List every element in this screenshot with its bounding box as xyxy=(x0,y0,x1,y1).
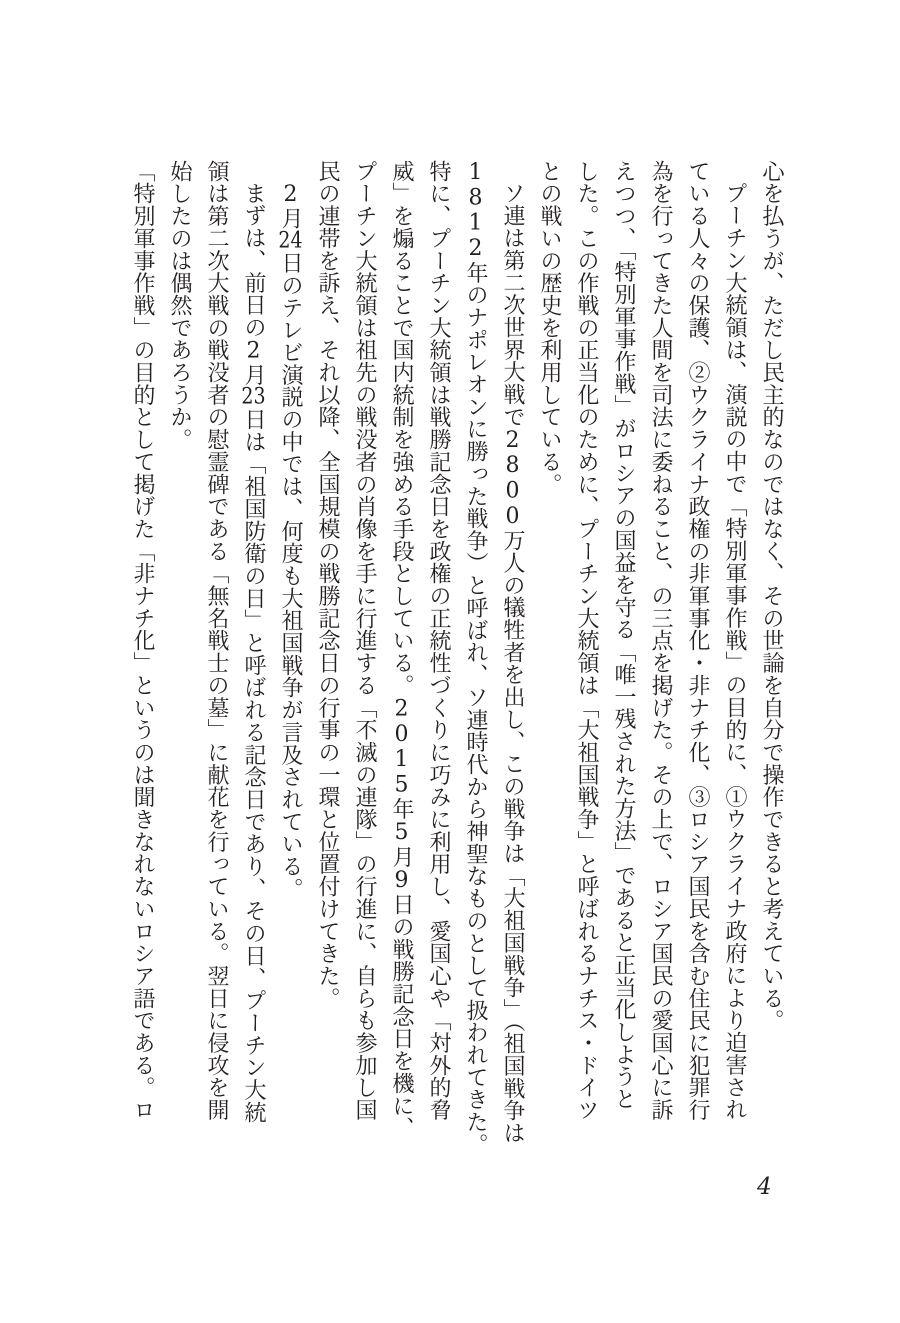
text-column-14 xyxy=(272,160,309,1130)
text-run: 威」を煽ることで国内統制を強める手段としている。 xyxy=(389,160,414,697)
text-run: まずは、前日の xyxy=(241,182,266,339)
page-number: 4 xyxy=(757,1174,772,1200)
text-run: 始したのは偶然であろうか。 xyxy=(167,160,192,451)
tatechuyoko-number: 23 xyxy=(241,386,266,409)
text-column-2 xyxy=(716,160,753,1130)
text-run: 民の連帯を訴え、それ以降、全国規模の戦勝記念日の行事の一環と位置付けてきた。 xyxy=(315,160,340,1010)
text-column-10 xyxy=(420,160,457,1130)
tatechuyoko-number: 24 xyxy=(278,229,303,252)
text-column-17 xyxy=(161,160,198,1130)
text-run: プーチン大統領は、演説の中で「特別軍事作戦」の目的に、①ウクライナ政府により迫害され xyxy=(722,182,747,1121)
text-column-18 xyxy=(124,160,161,1130)
upright-number: 2 xyxy=(278,182,303,208)
text-run: 年のナポレオンに勝った戦争）と呼ばれ、ソ連時代から神聖なものとして扱われてきた。 xyxy=(463,261,488,1156)
text-column-4 xyxy=(642,160,679,1130)
text-run: ている人々の保護、②ウクライナ政権の非軍事化・非ナチ化、③ロシア国民を含む住民に犯罪行 xyxy=(685,160,710,1122)
upright-number: 2800 xyxy=(500,427,525,530)
text-column-6 xyxy=(568,160,605,1130)
text-block xyxy=(124,160,790,1156)
text-run: 為を行ってきた人間を司法に委ねること、の三点を掲げた。その上で、ロシア国民の愛国心に訴 xyxy=(648,160,673,1122)
text-column-9 xyxy=(457,160,494,1156)
text-column-15 xyxy=(235,160,272,1130)
upright-number: 1812 xyxy=(463,160,488,262)
text-run: 「特別軍事作戦」の目的として掲げた「非ナチ化」というのは聞きなれないロシア語である。ロ xyxy=(130,160,155,1122)
text-column-5 xyxy=(605,160,642,1130)
text-column-7 xyxy=(531,160,568,1130)
text-run: 月 xyxy=(278,207,303,230)
text-run: ソ連は第二次世界大戦で xyxy=(500,182,525,428)
text-run: 月 xyxy=(389,845,414,868)
upright-number: 2015 xyxy=(389,696,414,798)
text-column-12 xyxy=(346,160,383,1130)
text-run: 特に、プーチン大統領は戦勝記念日を政権の正統性づくりに巧みに利用し、愛国心や「対外的脅 xyxy=(426,160,451,1122)
text-run: えつつ、「特別軍事作戦」がロシアの国益を守る「唯一残された方法」であると正当化しようと xyxy=(611,160,636,1111)
text-column-11 xyxy=(383,160,420,1140)
text-run: との戦いの歴史を利用している。 xyxy=(537,160,562,496)
text-run: 領は第二次大戦の戦没者の慰霊碑である「無名戦士の墓」に献花を行っている。翌日に侵攻を開 xyxy=(204,160,229,1122)
text-run: 万人の犠牲者を出し、この戦争は「大祖国戦争」（祖国戦争は xyxy=(500,529,525,1145)
text-column-1 xyxy=(753,160,790,1130)
text-run: 日は「祖国防衛の日」と呼ばれる記念日であり、その日、プーチン大統 xyxy=(241,408,266,1124)
text-run: 月 xyxy=(241,363,266,387)
text-column-3 xyxy=(679,160,716,1130)
text-column-13 xyxy=(309,160,346,1130)
text-run: 心を払うが、ただし民主的なのではなく、その世論を自分で操作できると考えている。 xyxy=(759,160,784,1032)
upright-number: 2 xyxy=(241,338,266,364)
text-run: 日の戦勝記念日を機に、 xyxy=(389,893,414,1140)
text-column-8 xyxy=(494,160,531,1145)
text-run: 日のテレビ演説の中では、何度も大祖国戦争が言及されている。 xyxy=(278,251,303,900)
text-run: 年 xyxy=(389,797,414,821)
text-run: した。この作戦の正当化のために、プーチン大統領は「大祖国戦争」と呼ばれるナチス・ドイツ xyxy=(574,160,599,1122)
upright-number: 5 xyxy=(389,820,414,846)
upright-number: 9 xyxy=(389,867,414,894)
text-run: プーチン大統領は祖先の戦没者の肖像を手に行進する「不滅の連隊」の行進に、自らも参加し国 xyxy=(352,160,377,1122)
text-column-16 xyxy=(198,160,235,1130)
